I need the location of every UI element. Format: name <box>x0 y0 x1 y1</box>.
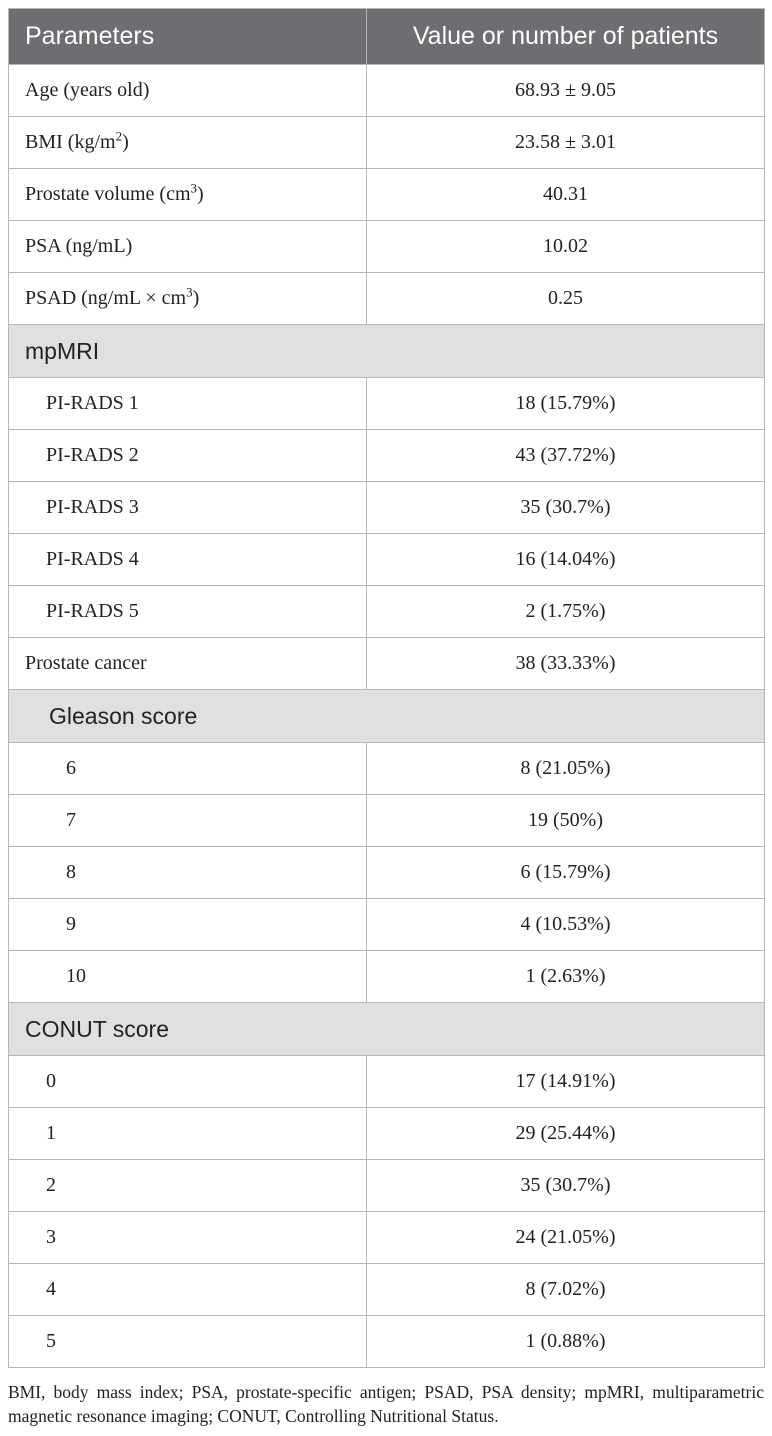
row-value: 16 (14.04%) <box>367 534 765 586</box>
table-row <box>9 638 765 690</box>
row-value: 1 (2.63%) <box>367 951 765 1003</box>
row-value: 17 (14.91%) <box>367 1056 765 1108</box>
row-label: 10 <box>9 951 367 1003</box>
row-label: PI-RADS 3 <box>9 482 367 534</box>
row-label: 7 <box>9 795 367 847</box>
row-label: Prostate volume $(cm^3)$ <box>9 169 367 221</box>
row-value: 43 (37.72%) <box>367 430 765 482</box>
row-value: 2 (1.75%) <box>367 586 765 638</box>
row-value: 35 (30.7%) <box>367 482 765 534</box>
section-title: mpMRI <box>9 325 765 378</box>
table-row <box>9 847 765 899</box>
header-parameters: Parameters <box>9 9 367 65</box>
table-row <box>9 1264 765 1316</box>
table-row <box>9 378 765 430</box>
table-header-row <box>9 9 765 65</box>
table-row <box>9 1160 765 1212</box>
row-label: 6 <box>9 743 367 795</box>
row-label: 8 <box>9 847 367 899</box>
table-row <box>9 795 765 847</box>
row-label: PI-RADS 5 <box>9 586 367 638</box>
row-value: 10.02 <box>367 221 765 273</box>
row-label: PI-RADS 2 <box>9 430 367 482</box>
table-row <box>9 65 765 117</box>
table-row <box>9 743 765 795</box>
row-value: 68.93 ± 9.05 <box>367 65 765 117</box>
table-row <box>9 169 765 221</box>
section-header-mpmri <box>9 325 765 378</box>
patient-characteristics-table <box>8 8 765 1368</box>
row-value: 0.25 <box>367 273 765 325</box>
row-value: 35 (30.7%) <box>367 1160 765 1212</box>
row-label: 0 <box>9 1056 367 1108</box>
section-header-gleason <box>9 690 765 743</box>
row-value: 19 (50%) <box>367 795 765 847</box>
row-value: 23.58 ± 3.01 <box>367 117 765 169</box>
table-row <box>9 221 765 273</box>
row-value: 8 (21.05%) <box>367 743 765 795</box>
table-row <box>9 1056 765 1108</box>
row-label: Prostate cancer <box>9 638 367 690</box>
table-footnote: BMI, body mass index; PSA, prostate-specific antigen; PSAD, PSA density; mpMRI, multiparametric magnetic resonance imaging; CONUT, Controlling Nutritional Status. <box>8 1382 764 1426</box>
section-title: Gleason score <box>9 690 765 743</box>
row-label: PI-RADS 4 <box>9 534 367 586</box>
header-value: Value or number of patients <box>367 9 765 65</box>
table-row <box>9 1316 765 1368</box>
row-label: 9 <box>9 899 367 951</box>
row-label: 4 <box>9 1264 367 1316</box>
row-value: 8 (7.02%) <box>367 1264 765 1316</box>
row-value: 38 (33.33%) <box>367 638 765 690</box>
row-label: PSAD $(ng/mL \times cm^3)$ <box>9 273 367 325</box>
section-header-conut <box>9 1003 765 1056</box>
row-value: 18 (15.79%) <box>367 378 765 430</box>
row-label: 5 <box>9 1316 367 1368</box>
row-value: 24 (21.05%) <box>367 1212 765 1264</box>
table-row <box>9 586 765 638</box>
table-row <box>9 273 765 325</box>
table-row <box>9 482 765 534</box>
table-row <box>9 951 765 1003</box>
row-label: 3 <box>9 1212 367 1264</box>
row-label: PSA (ng/mL) <box>9 221 367 273</box>
table-row <box>9 1212 765 1264</box>
row-label: BMI $(kg/m^2)$ <box>9 117 367 169</box>
row-value: 29 (25.44%) <box>367 1108 765 1160</box>
table-row <box>9 117 765 169</box>
row-value: 4 (10.53%) <box>367 899 765 951</box>
row-value: 1 (0.88%) <box>367 1316 765 1368</box>
row-value: 6 (15.79%) <box>367 847 765 899</box>
row-label: PI-RADS 1 <box>9 378 367 430</box>
table-row <box>9 430 765 482</box>
table-row <box>9 899 765 951</box>
row-label: 2 <box>9 1160 367 1212</box>
row-value: 40.31 <box>367 169 765 221</box>
section-title: CONUT score <box>9 1003 765 1056</box>
table-row <box>9 534 765 586</box>
table-row <box>9 1108 765 1160</box>
row-label: Age (years old) <box>9 65 367 117</box>
row-label: 1 <box>9 1108 367 1160</box>
